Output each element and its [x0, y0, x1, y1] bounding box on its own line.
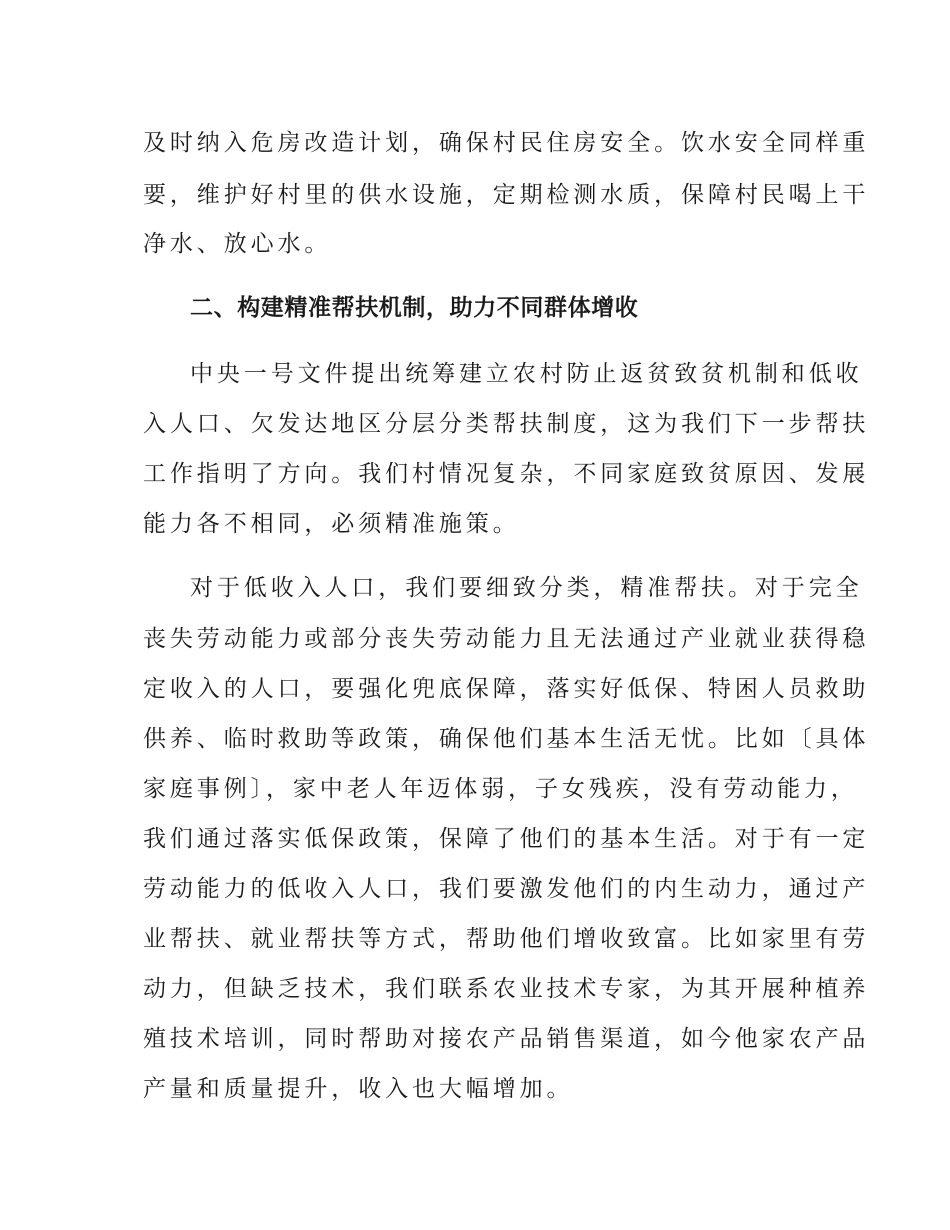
text-line: 对于低收入人口，我们要细致分类，精准帮扶。对于完全 — [190, 575, 863, 601]
text-line: 供养、临时救助等政策，确保他们基本生活无忧。比如〔具体 — [143, 726, 870, 752]
text-line: 要，维护好村里的供水设施，定期检测水质，保障村民喝上干 — [143, 182, 870, 208]
text-line: 入人口、欠发达地区分层分类帮扶制度，这为我们下一步帮扶 — [143, 411, 870, 437]
text-line: 业帮扶、就业帮扶等方式，帮助他们增收致富。比如家里有劳 — [143, 926, 870, 952]
text-line: 我们通过落实低保政策，保障了他们的基本生活。对于有一定 — [143, 826, 870, 852]
text-line: 及时纳入危房改造计划，确保村民住房安全。饮水安全同样重 — [143, 130, 870, 156]
text-line: 净水、放心水。 — [143, 231, 332, 257]
text-line: 能力各不相同，必须精准施策。 — [143, 511, 520, 537]
text-line: 工作指明了方向。我们村情况复杂，不同家庭致贫原因、发展 — [143, 461, 870, 487]
section-heading: 二、构建精准帮扶机制，助力不同群体增收 — [190, 295, 639, 321]
text-line: 定收入的人口，要强化兜底保障，落实好低保、特困人员救助 — [143, 676, 870, 702]
text-line: 动力，但缺乏技术，我们联系农业技术专家，为其开展种植养 — [143, 976, 870, 1002]
text-line: 劳动能力的低收入人口，我们要激发他们的内生动力，通过产 — [143, 876, 870, 902]
text-line: 产量和质量提升，收入也大幅增加。 — [143, 1076, 574, 1102]
text-line: 家庭事例〕，家中老人年迈体弱，子女残疾，没有劳动能力， — [143, 776, 858, 802]
text-line: 丧失劳动能力或部分丧失劳动能力且无法通过产业就业获得稳 — [143, 626, 870, 652]
text-line: 中央一号文件提出统筹建立农村防止返贫致贫机制和低收 — [190, 361, 863, 387]
text-line: 殖技术培训，同时帮助对接农产品销售渠道，如今他家农产品 — [143, 1026, 870, 1052]
